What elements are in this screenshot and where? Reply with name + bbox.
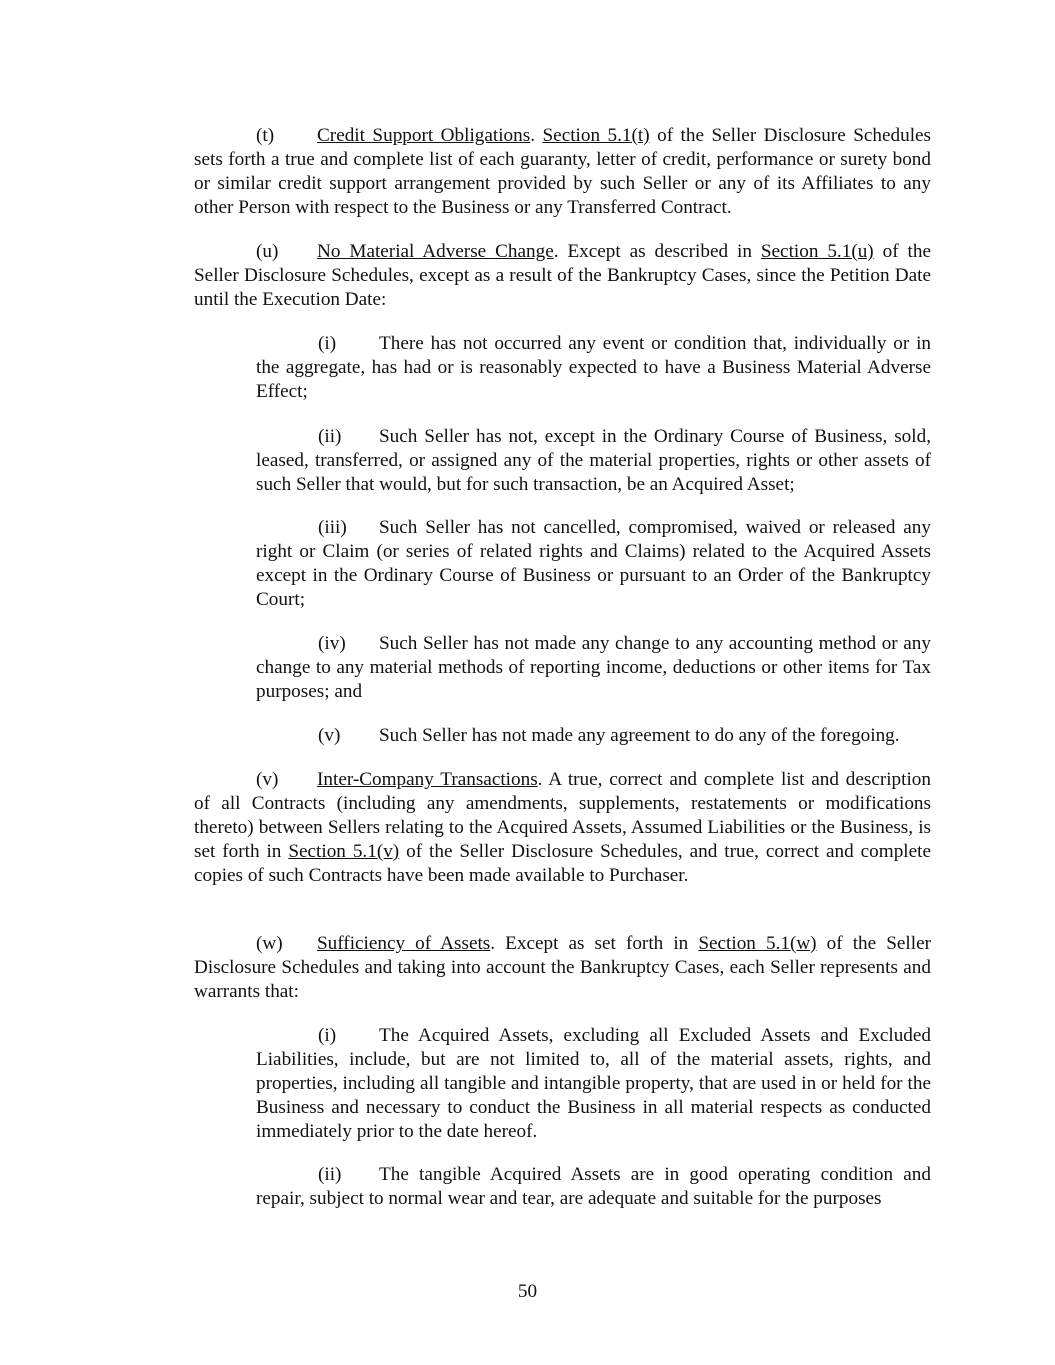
paragraph-text: . — [530, 125, 543, 146]
subparagraph-number: (iii) — [318, 517, 347, 538]
subparagraph-number: (i) — [318, 1025, 337, 1046]
subparagraph-u-v — [256, 724, 931, 748]
subparagraph-number: (ii) — [318, 426, 342, 447]
paragraph-text: . Except as set forth in — [490, 933, 699, 954]
subparagraph-number: (i) — [318, 333, 337, 354]
paragraph-text: . Except as described in — [553, 241, 761, 262]
section-reference: Section 5.1(u) — [760, 241, 874, 262]
section-heading: Inter-Company Transactions — [317, 769, 538, 790]
section-heading: Credit Support Obligations — [317, 125, 531, 146]
subparagraph-text: Such Seller has not cancelled, compromised, waived or released any right or Claim (or series of related rights and Claims) related to the Acquired Assets except in the Ordinary Course of Business or pursuant to an Order of the Bankruptcy Court; — [256, 517, 931, 610]
subparagraph-text: The tangible Acquired Assets are in good operating condition and repair, subject to normal wear and tear, are adequate and suitable for the purposes — [256, 1164, 931, 1209]
subparagraph-number: (v) — [318, 725, 341, 746]
subparagraph-text: Such Seller has not made any change to any accounting method or any change to any material methods of reporting income, deductions or other items for Tax purposes; and — [256, 633, 931, 702]
paragraph-text: of the Seller Disclosure Schedules, except as a result of the Bankruptcy Cases, since the Petition Date until the Execution Date: — [194, 241, 931, 310]
subparagraph-text: Such Seller has not made any agreement to do any of the foregoing. — [379, 725, 900, 746]
section-reference: Section 5.1(w) — [698, 933, 817, 954]
subparagraph-u-i — [256, 332, 931, 404]
paragraph-v — [194, 768, 931, 888]
paragraph-number: (w) — [256, 933, 283, 954]
subparagraph-text: The Acquired Assets, excluding all Excluded Assets and Excluded Liabilities, include, but are not limited to, all of the material assets, rights, and properties, including all tangible and intangible property, that are used in or held for the Business and necessary to conduct the Business in all material respects as conducted immediately prior to the date hereof. — [256, 1025, 931, 1142]
page-number: 50 — [517, 1281, 538, 1302]
subparagraph-w-i — [256, 1024, 931, 1144]
paragraph-w — [194, 932, 931, 1004]
section-heading: Sufficiency of Assets — [317, 933, 491, 954]
paragraph-text: . A true, correct and complete list and description of all Contracts (including any amendments, supplements, restatements or modifications thereto) between Sellers relating to the Acquired Assets, Assumed Liabilities or the Business, is set forth in — [194, 769, 931, 862]
subparagraph-u-iv — [256, 632, 931, 704]
subparagraph-text: Such Seller has not, except in the Ordinary Course of Business, sold, leased, transferred, or assigned any of the material properties, rights or other assets of such Seller that would, but for such transaction, be an Acquired Asset; — [256, 426, 931, 495]
paragraph-text: of the Seller Disclosure Schedules and taking into account the Bankruptcy Cases, each Seller represents and warrants that: — [194, 933, 931, 1002]
section-reference: Section 5.1(v) — [288, 841, 400, 862]
paragraph-number: (t) — [256, 125, 275, 146]
subparagraph-number: (iv) — [318, 633, 346, 654]
subparagraph-u-iii — [256, 516, 931, 612]
paragraph-u — [194, 240, 931, 312]
subparagraph-number: (ii) — [318, 1164, 342, 1185]
section-heading: No Material Adverse Change — [317, 241, 554, 262]
subparagraph-u-ii — [256, 425, 931, 497]
paragraph-number: (u) — [256, 241, 279, 262]
paragraph-text: of the Seller Disclosure Schedules sets forth a true and complete list of each guaranty, letter of credit, performance or surety bond or similar credit support arrangement provided by such Seller or any of its Affiliates to any other Person with respect to the Business or any Transferred Contract. — [194, 125, 932, 218]
paragraph-number: (v) — [256, 769, 279, 790]
paragraph-t — [194, 124, 931, 220]
subparagraph-text: There has not occurred any event or condition that, individually or in the aggregate, has had or is reasonably expected to have a Business Material Adverse Effect; — [256, 333, 931, 402]
section-reference: Section 5.1(t) — [542, 125, 650, 146]
paragraph-text: of the Seller Disclosure Schedules, and true, correct and complete copies of such Contracts have been made available to Purchaser. — [194, 841, 931, 886]
subparagraph-w-ii — [256, 1163, 931, 1211]
